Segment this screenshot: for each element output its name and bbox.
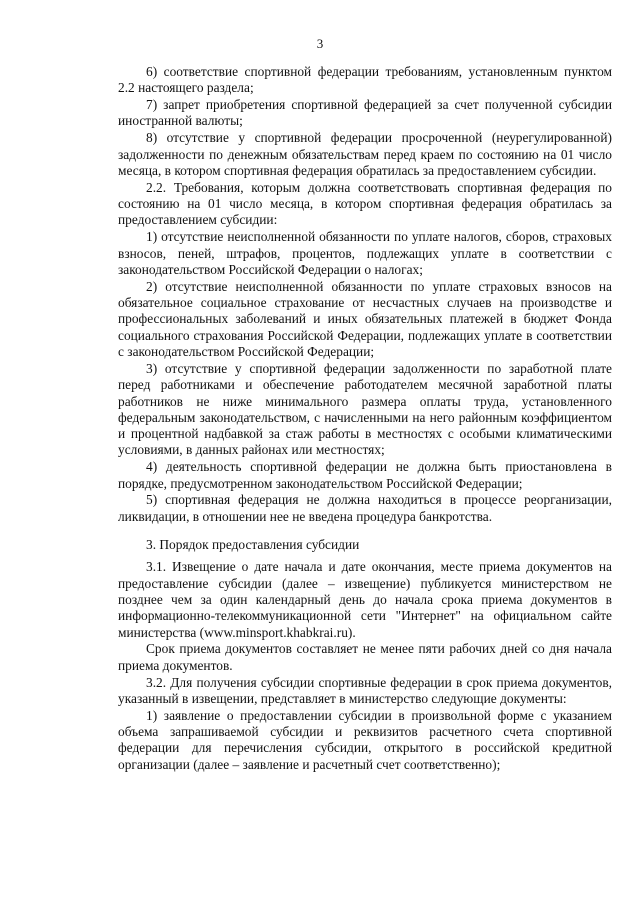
- paragraph-3-1: 3.1. Извещение о дате начала и дате окончания, месте приема документов на предоставление субсидии (далее – извещение) публикуется министерством не позднее чем за один календарный день до начала срока приема документов в информационно-телекоммуникационной сети "Интернет" на официальном сайте министерства (www.minsport.khabkrai.ru).: [118, 559, 612, 640]
- requirement-4: 4) деятельность спортивной федерации не должна быть приостановлена в порядке, предусмотренном законодательством Российской Федерации;: [118, 459, 612, 491]
- paragraph-deadline: Срок приема документов составляет не менее пяти рабочих дней со дня начала приема документов.: [118, 641, 612, 673]
- document-item-1: 1) заявление о предоставлении субсидии в произвольной форме с указанием объема запрашиваемой субсидии и реквизитов расчетного счета спортивной федерации для перечисления субсидии, открытого в российской кредитной организации (далее – заявление и расчетный счет соответственно);: [118, 707, 612, 772]
- requirement-5: 5) спортивная федерация не должна находиться в процессе реорганизации, ликвидации, в отношении нее не введена процедура банкротства.: [118, 492, 612, 524]
- document-body: [118, 64, 612, 774]
- section-heading: 3. Порядок предоставления субсидии: [146, 537, 360, 553]
- paragraph-item-8: 8) отсутствие у спортивной федерации просроченной (неурегулированной) задолженности по денежным обязательствам перед краем по состоянию на 01 число месяца, в котором спортивная федерация обратилась за предоставлением субсидии.: [118, 130, 612, 178]
- requirement-3: 3) отсутствие у спортивной федерации задолженности по заработной плате перед работниками и обеспечение работодателем месячной заработной платы работников не ниже минимального размера оплаты труда, установленного федеральным законодательством, с начисленными на него районным коэффициентом и процентной надбавкой за стаж работы в местностях с особыми климатическими условиями, в данных районах или местностях;: [118, 360, 612, 458]
- paragraph-3-2: 3.2. Для получения субсидии спортивные федерации в срок приема документов, указанный в извещении, представляет в министерство следующие документы:: [118, 674, 612, 706]
- requirement-2: 2) отсутствие неисполненной обязанности по уплате страховых взносов на обязательное социальное страхование от несчастных случаев на производстве и профессиональных заболеваний и иных обязательных платежей в бюджет Фонда социального страхования Российской Федерации, подлежащих уплате в соответствии с законодательством Российской Федерации;: [118, 278, 612, 360]
- paragraph-2-2: 2.2. Требования, которым должна соответствовать спортивная федерация по состоянию на 01 число месяца, в котором спортивная федерация обратилась за предоставлением субсидии:: [118, 179, 612, 228]
- requirement-1: 1) отсутствие неисполненной обязанности по уплате налогов, сборов, страховых взносов, пеней, штрафов, процентов, подлежащих уплате в соответствии с законодательством Российской Федерации о налогах;: [118, 229, 612, 277]
- paragraph-item-6: 6) соответствие спортивной федерации требованиям, установленным пунктом 2.2 настоящего раздела;: [118, 64, 612, 96]
- page-number: 3: [316, 36, 324, 51]
- paragraph-item-7: 7) запрет приобретения спортивной федерацией за счет полученной субсидии иностранной валюты;: [118, 97, 612, 129]
